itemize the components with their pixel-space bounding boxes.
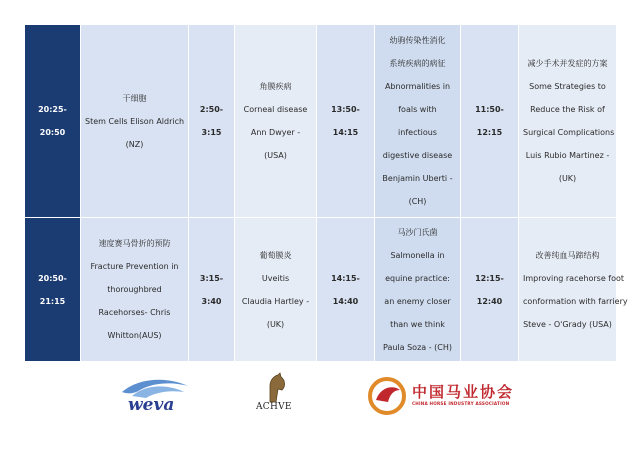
time-slot: 2:50-3:15 <box>189 25 235 218</box>
achve-logo <box>252 372 302 418</box>
time-slot: 11:50-12:15 <box>461 25 519 218</box>
session-cell: 速度赛马骨折的预防 Fracture Prevention in thoroughbred Racehorses- Chris Whitton(AUS) <box>81 218 189 362</box>
session-cell: 改善纯血马蹄结构 Improving racehorse foot conformation with farriery Steve - O'Grady (USA) <box>519 218 617 362</box>
achve-logo-text: ACHVE <box>256 402 292 412</box>
time-slot: 3:15-3:40 <box>189 218 235 362</box>
horse-emblem-icon <box>366 374 410 418</box>
schedule-table <box>24 24 628 362</box>
session-cell: 干细胞 Stem Cells Elison Aldrich (NZ) <box>81 25 189 218</box>
sponsor-logos <box>0 372 640 422</box>
weva-logo-text: weva <box>128 395 175 415</box>
table-row <box>25 218 617 362</box>
table-row <box>25 25 617 218</box>
session-cell: 角膜疾病 Corneal disease Ann Dwyer - (USA) <box>235 25 317 218</box>
session-cell: 幼驹传染性消化 系统疾病的病征 Abnormalities in foals with infectious digestive disease Benjamin Uberti - (CH) <box>375 25 461 218</box>
chia-logo <box>366 374 526 418</box>
time-slot: 20:50-21:15 <box>25 218 81 362</box>
time-slot: 20:25-20:50 <box>25 25 81 218</box>
weva-logo <box>118 374 194 418</box>
session-cell: 葡萄膜炎 Uveitis Claudia Hartley - (UK) <box>235 218 317 362</box>
horse-head-icon <box>252 372 302 404</box>
time-slot: 14:15-14:40 <box>317 218 375 362</box>
session-cell: 马沙门氏菌 Salmonella in equine practice: an enemy closer than we think Paula Soza - (CH) <box>375 218 461 362</box>
time-slot: 12:15-12:40 <box>461 218 519 362</box>
chia-logo-en: CHINA HORSE INDUSTRY ASSOCIATION <box>412 401 510 406</box>
time-slot: 13:50-14:15 <box>317 25 375 218</box>
session-cell: 减少手术并发症的方案 Some Strategies to Reduce the Risk of Surgical Complications Luis Rubio Martinez - (UK) <box>519 25 617 218</box>
chia-logo-cn: 中国马业协会 <box>412 383 515 401</box>
